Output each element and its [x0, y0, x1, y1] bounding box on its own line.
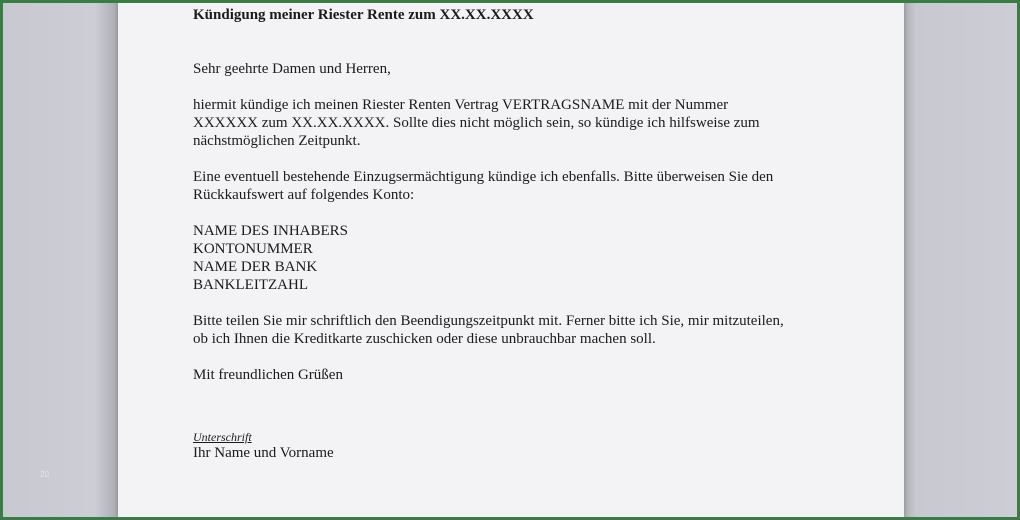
paragraph-cancellation — [193, 96, 853, 150]
signature-label: Unterschrift — [193, 430, 252, 444]
signature-name: Ihr Name und Vorname — [193, 445, 334, 461]
letter-title: Kündigung meiner Riester Rente zum XX.XX.XXXX — [193, 7, 534, 23]
ruler-mark: 20 — [40, 470, 49, 479]
text-line: ob ich Ihnen die Kreditkarte zuschicken oder diese unbrauchbar machen soll. — [193, 331, 656, 347]
right-margin-area — [902, 3, 1017, 517]
text-line: Eine eventuell bestehende Einzugsermächtigung kündige ich ebenfalls. Bitte überweisen Sie den — [193, 169, 774, 185]
bank-code: BANKLEITZAHL — [193, 277, 308, 293]
text-line: hiermit kündige ich meinen Riester Renten Vertrag VERTRAGSNAME mit der Nummer — [193, 97, 729, 113]
account-number: KONTONUMMER — [193, 241, 313, 257]
text-line: XXXXXX zum XX.XX.XXXX. Sollte dies nicht möglich sein, so kündige ich hilfsweise zum — [193, 115, 760, 131]
account-holder: NAME DES INHABERS — [193, 223, 349, 239]
closing: Mit freundlichen Grüßen — [193, 367, 343, 383]
text-line: Bitte teilen Sie mir schriftlich den Beendigungszeitpunkt mit. Ferner bitte ich Sie, mir mitzuteilen, — [193, 313, 784, 329]
document-page[interactable] — [118, 3, 904, 517]
text-line: Rückkaufswert auf folgendes Konto: — [193, 187, 415, 203]
paragraph-direct-debit — [193, 168, 853, 204]
left-margin-area — [3, 3, 118, 517]
bank-name: NAME DER BANK — [193, 259, 318, 275]
text-line: nächstmöglichen Zeitpunkt. — [193, 133, 361, 149]
letter-body — [193, 6, 853, 462]
paragraph-confirmation — [193, 312, 853, 348]
account-details — [193, 222, 853, 294]
document-viewport — [3, 3, 1017, 517]
salutation: Sehr geehrte Damen und Herren, — [193, 61, 391, 77]
